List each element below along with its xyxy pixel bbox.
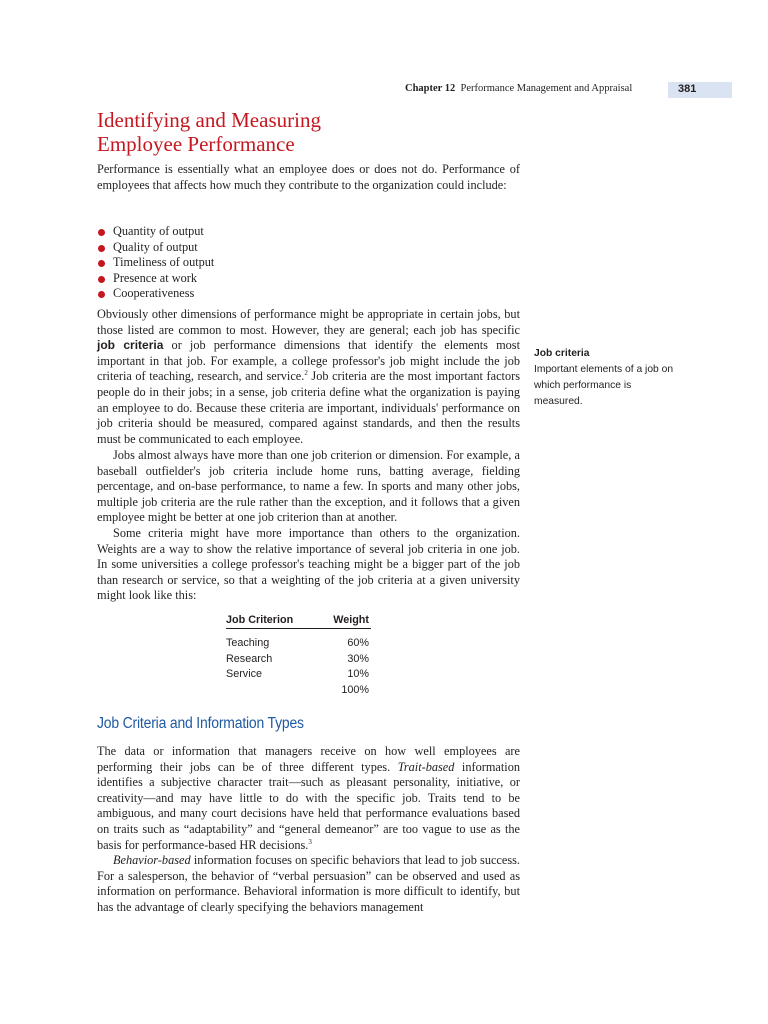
paragraph-multiple-criteria: Jobs almost always have more than one job criterion or dimension. For example, a baseball outfielder's job criteria include home runs, batting average, fielding percentage, and on-base performance, to name a few. In sports and many other jobs, multiple job criteria are the rule rather than the exception, and it follows that a given employee might be better at one job criterion than at another. [97,448,520,525]
page-title [97,108,497,156]
bullet-dot-icon [98,260,105,267]
performance-list [97,224,214,302]
bullet-dot-icon [98,291,105,298]
chapter-title: Performance Management and Appraisal [460,83,633,94]
header-weight: Weight [333,614,369,626]
paragraph-weights: Some criteria might have more importance than others to the organization. Weights are a way to show the relative importance of several job criteria in one job. In some universities a college professor's teaching might be a bigger part of the job than research or service, so that a weighting of the job criteria at a given university might look like this: [97,526,520,603]
running-head [0,82,768,100]
table-total: 100% [341,683,369,696]
table-row: Research 30% [226,652,369,665]
bullet-dot-icon [98,229,105,236]
page-number: 381 [678,83,697,95]
weight-table [226,612,371,698]
margin-term: Job criteria [534,348,590,359]
table-total-row [226,683,371,699]
list-item: Quality of output [97,240,214,256]
list-item: Quantity of output [97,224,214,240]
list-item: Cooperativeness [97,286,214,302]
footnote-ref: 2 [304,369,308,378]
key-term: job criteria [97,338,164,353]
emphasis-term: Trait-based [397,759,455,774]
paragraph-job-criteria: Obviously other dimensions of performance might be appropriate in certain jobs, but those listed are common to most. However, they are general; each job has specific job criteria or job performance dimensions that identify the elements most important in that job. For example, a college professor's job might include the job criteria of teaching, research, and service.$^2$ Job criteria are the most important factors people do in their jobs; in a sense, job criteria define what the organization is paying an employee to do. Because these criteria are important, individuals' performance on job criteria should be measured, compared against standards, and then the results must be communicated to each employee. [97,307,521,446]
section-heading: Job Criteria and Information Types [97,715,304,732]
paragraph-information-types: The data or information that managers receive on how well employees are performing their jobs can be of three different types. Trait-based information identifies a subjective character trait—such as pleasant personality, initiative, or creativity—and may have little to do with the specific job. Traits tend to be ambiguous, and many court decisions have held that performance evaluations based on traits such as “adaptability” and “general demeanor” are too vague to use as the basis for performance-based HR decisions.$^3$ [97,744,520,852]
list-item: Timeliness of output [97,255,214,271]
paragraph-behavior-based: Behavior-based information focuses on specific behaviors that lead to job success. For a salesperson, the behavior of “verbal persuasion” can be observed and used as information on performance. Behavioral information is more difficult to identify, but has the advantage of clearly specifying the behaviors management [97,853,520,914]
intro-paragraph: Performance is essentially what an employee does or does not do. Performance of employees that affects how much they contribute to the organization could include: [97,162,520,192]
title-line-2: Employee Performance [97,132,295,156]
footnote-ref: 3 [308,837,312,846]
table-header [226,612,371,629]
header-criterion: Job Criterion [226,614,294,626]
emphasis-term: Behavior-based [113,853,191,867]
table-row: Teaching 60% [226,637,369,649]
chapter-label: Chapter 12 [405,83,456,94]
table-row: Service 10% [226,668,369,681]
margin-definition-text: Important elements of a job on which performance is measured. [534,364,674,407]
list-item: Presence at work [97,271,214,287]
bullet-dot-icon [98,245,105,252]
title-line-1: Identifying and Measuring [97,108,321,132]
running-head-chapter [405,83,632,94]
margin-definition [534,346,674,410]
bullet-dot-icon [98,276,105,283]
